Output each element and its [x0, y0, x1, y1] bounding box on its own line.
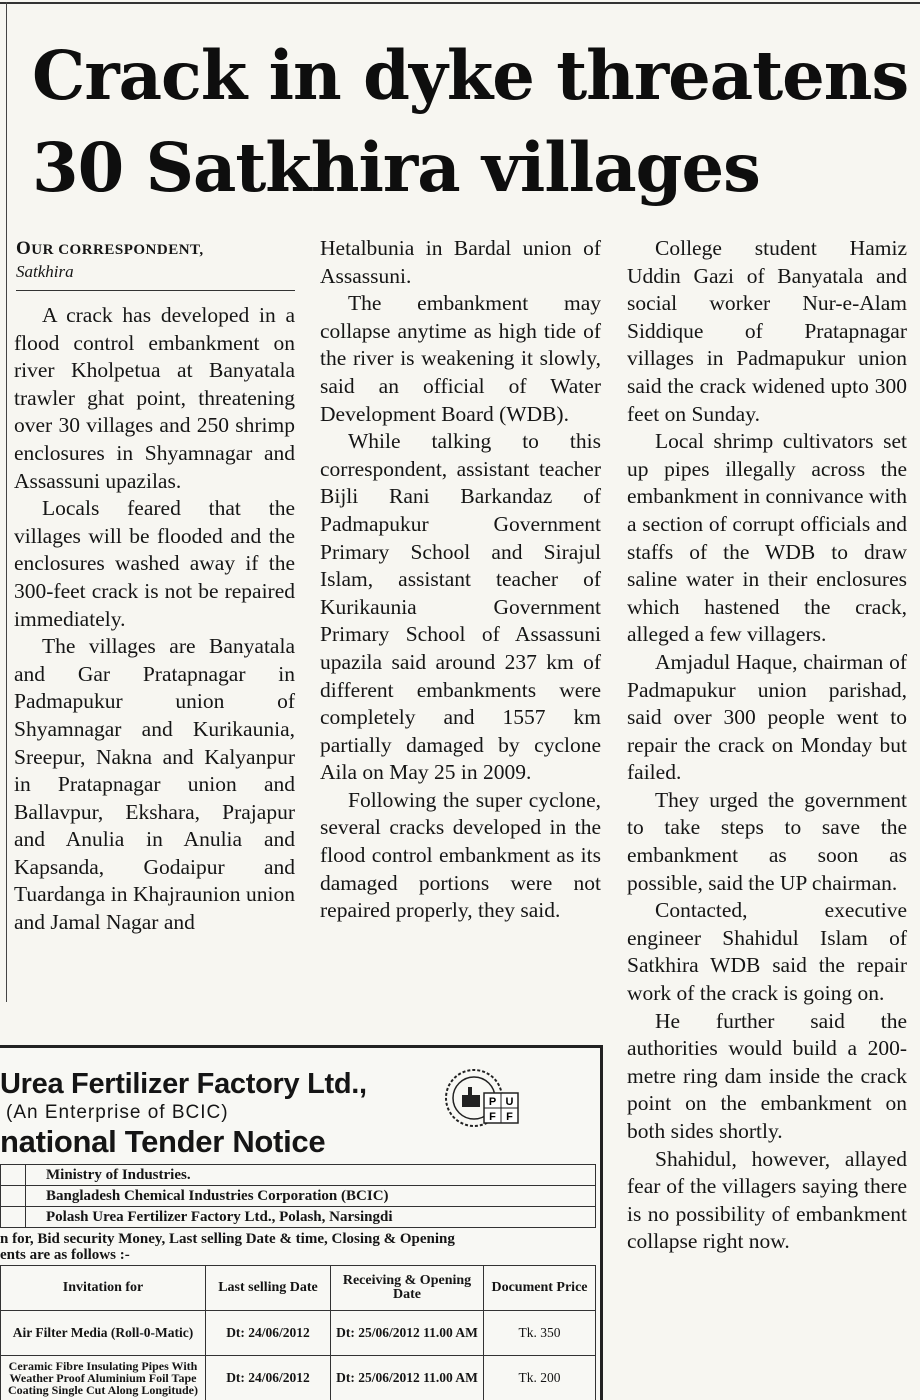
tender-table-header: Last selling Date	[206, 1266, 331, 1311]
article-paragraph: Locals feared that the villages will be flooded and the enclosures washed away if the 300-feet crack is not be repaired immediately.	[14, 495, 295, 633]
headline	[32, 30, 912, 214]
article-column-3	[627, 235, 907, 1256]
top-rule	[0, 2, 920, 4]
article-paragraph: He further said the authorities would build a 200-metre ring dam inside the crack point on the embankment on both sides shortly.	[627, 1008, 907, 1146]
article-paragraph: While talking to this correspondent, assistant teacher Bijli Rani Barkandaz of Padmapukur Government Primary School and Sirajul Islam, assistant teacher of Kurikaunia Government Primary School of Assassuni upazila said around 237 km of different embankments were completely and 1557 km partially damaged by cyclone Aila on May 25 in 2009.	[320, 428, 601, 787]
tender-last-date: Dt: 24/06/2012	[206, 1356, 331, 1400]
byline	[16, 238, 296, 282]
correspondent-credit: OUR CORRESPONDENT,	[16, 238, 296, 260]
ad-ref-line: Bangladesh Chemical Industries Corporation (BCIC)	[26, 1186, 596, 1207]
tender-price: Tk. 350	[484, 1311, 596, 1356]
tender-table-header: Document Price	[484, 1266, 596, 1311]
tender-item: Air Filter Media (Roll-0-Matic)	[1, 1311, 206, 1356]
article-paragraph: Hetalbunia in Bardal union of Assassuni.	[320, 235, 601, 290]
ad-ref-line: Polash Urea Fertilizer Factory Ltd., Polash, Narsingdi	[26, 1207, 596, 1228]
logo-letter: F	[489, 1111, 496, 1123]
logo-letter: F	[506, 1111, 513, 1123]
ad-intro-text	[0, 1231, 596, 1263]
left-column-rule	[6, 2, 7, 1002]
article-paragraph: Amjadul Haque, chairman of Padmapukur union parishad, said over 300 people went to repair the crack on Monday but failed.	[627, 649, 907, 787]
article-column-1	[14, 302, 295, 937]
article-paragraph: College student Hamiz Uddin Gazi of Banyatala and social worker Nur-e-Alam Siddique of Pratapnagar villages in Padmapukur union said the crack widened upto 300 feet on Sunday.	[627, 235, 907, 428]
article-paragraph: They urged the government to take steps to save the embankment as soon as possible, said the UP chairman.	[627, 787, 907, 897]
tender-table	[0, 1265, 596, 1400]
article-paragraph: Local shrimp cultivators set up pipes illegally across the embankment in connivance with a section of corrupt officials and staffs of the WDB to draw saline water in their enclosures which hastened the crack, alleged a few villagers.	[627, 428, 907, 649]
tender-last-date: Dt: 24/06/2012	[206, 1311, 331, 1356]
table-row	[1, 1311, 596, 1356]
ad-reference-table	[0, 1164, 596, 1228]
article-column-2	[320, 235, 601, 925]
tender-item: Ceramic Fibre Insulating Pipes With Weather Proof Aluminium Foil Tape Coating Single Cut Along Longitude)	[1, 1356, 206, 1400]
dateline: Satkhira	[16, 262, 296, 282]
tender-table-header: Receiving & Opening Date	[331, 1266, 484, 1311]
ad-subtitle: (An Enterprise of BCIC)	[6, 1102, 229, 1124]
puff-logo-icon	[440, 1065, 522, 1131]
tender-table-header: Invitation for	[1, 1266, 206, 1311]
logo-letter: U	[506, 1096, 514, 1108]
byline-rule	[16, 290, 295, 291]
article-paragraph: Following the super cyclone, several cracks developed in the flood control embankment as its damaged portions were not repaired properly, they said.	[320, 787, 601, 925]
headline-line-2: 30 Satkhira villages	[32, 122, 912, 214]
ad-notice-title: national Tender Notice	[0, 1124, 325, 1160]
tender-advertisement	[0, 1045, 603, 1400]
table-row	[1, 1356, 596, 1400]
headline-line-1: Crack in dyke threatens	[32, 30, 912, 122]
article-paragraph: Shahidul, however, allayed fear of the villagers saying there is no possibility of embankment collapse right now.	[627, 1146, 907, 1256]
tender-price: Tk. 200	[484, 1356, 596, 1400]
ad-intro-line: n for, Bid security Money, Last selling Date & time, Closing & Opening	[0, 1231, 596, 1247]
logo-letter: P	[489, 1096, 496, 1108]
article-paragraph: Contacted, executive engineer Shahidul Islam of Satkhira WDB said the repair work of the crack is going on.	[627, 897, 907, 1007]
ad-intro-line: ents are as follows :-	[0, 1247, 596, 1263]
article-paragraph: The villages are Banyatala and Gar Pratapnagar in Padmapukur union of Shyamnagar and Kurikaunia, Sreepur, Nakna and Kalyanpur in Pratapnagar union and Ballavpur, Ekshara, Prajapur and Anulia in Anulia and Kapsanda, Godaipur and Tuardanga in Khajraunion union and Jamal Nagar and	[14, 633, 295, 937]
article-paragraph: The embankment may collapse anytime as high tide of the river is weakening it slowly, said an official of Water Development Board (WDB).	[320, 290, 601, 428]
article-paragraph: A crack has developed in a flood control embankment on river Kholpetua at Banyatala trawler ghat point, threatening over 30 villages and 250 shrimp enclosures in Shyamnagar and Assassuni upazilas.	[14, 302, 295, 495]
tender-receiving-date: Dt: 25/06/2012 11.00 AM	[331, 1311, 484, 1356]
tender-receiving-date: Dt: 25/06/2012 11.00 AM	[331, 1356, 484, 1400]
ad-ref-line: Ministry of Industries.	[26, 1165, 596, 1186]
ad-company-name: Urea Fertilizer Factory Ltd.,	[0, 1068, 367, 1101]
